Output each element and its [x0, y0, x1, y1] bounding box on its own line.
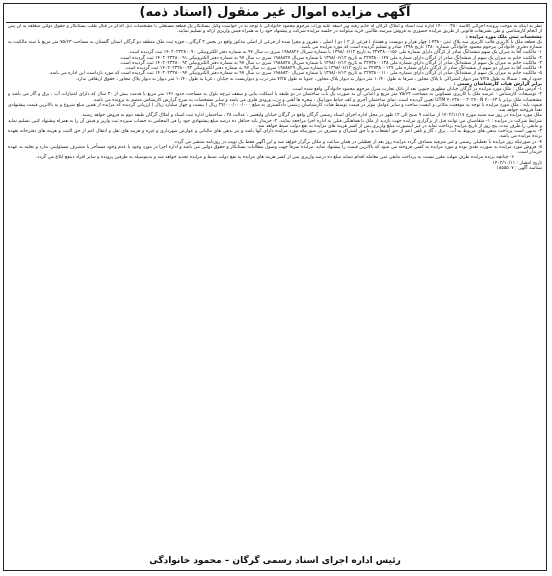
notice-paragraph: ۴- در صورتیکه روز مزایده با تعطیلی رسمی و غیر مترقبه مصادف گردد مزایده روز بعد از تعطیلی در همان ساعت و مکان برگزار خواهد شد و این آگهی فقط یک نوبت در روزنامه منتشر می گردد. — [173, 139, 542, 145]
notice-paragraph: ۲- توضیحات کارشناس : عرصه ملک با کاربری مسکونی به مساحت ۷۵/۶۳ متر مربع و اعیانی آن به صورت یک باب ساختمان در دو طبقه با اسکلت بنایی و سقف تیرچه بلوک به مساحت حدود ۱۴۶ متر مربع با قدمت بیش از ۳۰ سال که دارای امتیازات آب ، برق و گاز می باشد و مشخصات ملک برابر با UTM ۴۰۶۳۸۰ - ۳۰۲۷۰ N ۴۰۰۶۳ تعیین گردیده است. نمای ساختمان آجری و کف حیاط موزاییک ، پنجره ها آهنی و درب ورودی فلزی می باشد و سایر مشخصات به شرح گزارش کارشناس منضم به پرونده می باشد. — [8, 92, 542, 103]
notice-paragraph: ۶- چنانچه برنده مزایده ظرف مهلت مقرر نسبت به پرداخت مابقی ثمن معامله اقدام ننماید مبلغ ده درصد واریزی پس از کسر هزینه های مزایده به نفع دولت ضبط و مزایده تجدید خواهد شد و بدینوسیله به طرفین پرونده و سایر افراد ذینفع ابلاغ می گردد. — [35, 155, 515, 161]
notice-frame — [3, 3, 547, 571]
notice-paragraph: نظر به اینکه به موجب پرونده اجرائی کلاسه ۱۴۰۰۰۰۳۸۰ اداره ثبت اسناد و املاک گرگان له خانم رقیه ویر اسعد علیه وراث مرحوم محمود خانوادگی با توجه به در خواست وکیل بستانکار یک قطعه مستغلی با مشخصات ذیل الذکر در قبال طلب بستانکار و حقوق دولتی متعلقه به آن پس از انجام کارشناسی و طی تشریفات قانونی از طریق مزایده حضوری به فروش میرسد طالبین خرید میتوانند در جلسه مزایده شرکت و پیشنهاد خود را به همراه فیش واریزی ارائه و تسلیم نمایند. — [8, 24, 542, 35]
notice-body — [8, 24, 542, 554]
notice-paragraph: ۵- فروش مورد مزایده به صورت نقدی بوده و مورد مزایده به کسی فروخته می شود که بالاترین قیمت را پیشنهاد نماید. مزایده صرفاً جهت وصول مطالبات بستانکار و حقوق دولتی می باشد و اداره اجرا در مورد وجود یا عدم وجود مستأجر یا متصرف مسئولیتی ندارد و تخلیه به عهده خریدار است. — [8, 144, 542, 155]
notice-paragraph: ۱- مالکیت آقا به میزان یک سهم ششدانگ صادر از کرگان دارای شماره ملی ۲۲۷۳۸۰۰۱۵۶ به تاریخ ۱۳۹۸/۰۶/۱۲ با شماره سریال ۱۹۸۸۸۲۶ سری ب سال ۹۷ به شماره دفتر الکترونیکی ۱۴۰۲۰۲۳۲۸۰۰۹۰ ثبت گردیده است. — [128, 50, 542, 56]
notice-paragraph: شناسه آگهی : ۱۸۵۵۵۰۷ — [496, 165, 542, 171]
notice-signature: رئیس اداره اجرای اسناد رسمی گرگان – محمود خانوادگی — [149, 556, 401, 566]
notice-paragraph: ۴- مالکیت آقا به میزان دو سهم از ششدانگ صادر از کرگان دارای شماره ملی ۲۲۷۳۸۰۰۱۲۹ به تاریخ ۱۳۹۸/۰۶/۱۲ با شماره سریال ۱۹۸۸۸۲۹ سری ب سال ۹۷ به شماره دفتر الکترونیکی ۱۴۰۲۰۲۳۲۸۰۰۹۳ ثبت گردیده است. — [124, 66, 542, 71]
notice-paragraph: قیمت پایه : ملک مورد مزایده با توجه به موقعیت مکانی و کیفیت ساخت و سایر عوامل موثر در قیمت توسط هیات کارشناسان رسمی دادگستری به مبلغ ۲۴/۰۰۰/۰۰۰/۰۰۰ ریال ( بیست و چهار میلیارد ریال ) ارزیابی گردیده که مزایده از همین مبلغ شروع و به بالاترین قیمت پیشنهادی نقداً فروخته خواهد شد. — [8, 102, 542, 113]
notice-paragraph: ملک مورد مزایده در روز سه شنبه مورخ ۱۴۰۲/۱۱/۱۷ از ساعت ۹ صبح الی ۱۲ ظهر در محل اداره اجرای اسناد رسمی گرگان واقع در گرگان خیابان ولیعصر ، عدالت ۲۸ ، ساختمان اداره ثبت اسناد و املاک گرگان طبقه دوم به فروش خواهد رسید. — [81, 113, 542, 119]
notice-paragraph: حدود اربعه : شمالا به طول ۷/۲۵ متر دیوار اشتراکی با پلاک مجاور ، شرقا به طول ۱۰/۴۰ متر دیوار به دیوار پلاک مجاور ، جنوبا به طول ۷/۲۵ متر درب و دیواریست به خیابان ، غربا به طول ۱۰/۴۰ متر دیوار به دیوار پلاک مجاور ، حقوق ارتفاقی ندارد. — [75, 76, 542, 82]
notice-paragraph: ۳- بدیهی است پرداخت بدهی های مربوط به آب ، برق ، گاز و تلفن اعم از حق انشعاب و یا حق اشتراک و مصرف در صورتیکه مورد مزایده دارای آنها باشد و نیز بدهی های مالیاتی و عوارض شهرداری و غیره و هزینه های نقل و انتقال اعم از حق الثبت و هزینه های دفترخانه بعهده برنده مزایده می باشد. — [8, 129, 542, 140]
notice-paragraph: ۲- مالکیت خانم به میزان یک سهم از ششدانگ صادر از کرگان دارای شماره ملی ۲۲۷۳۸۰۰۱۴۷ به تاریخ ۱۳۹۸/۰۶/۱۲ با شماره سریال ۱۹۸۸۸۲۷ سری ب سال ۹۷ به شماره دفتر الکترونیکی ۱۴۰۲۰۲۳۲۸۰۰۹۱ ثبت گردیده است. — [119, 55, 542, 61]
notice-paragraph: مشخصات ثبتی ملک مورد مزایده : — [465, 34, 542, 40]
notice-paragraph: برابر گزارش هیات کارشناسان رسمی : — [453, 81, 542, 87]
notice-title: آگهی مزایده اموال غیر منقول (اسناد ذمه) — [6, 4, 544, 23]
notice-paragraph: تاریخ انتشار : ۱۴۰۲/۱۰/۱۱ — [492, 160, 542, 166]
notice-paragraph: ۳- مالکیت خانم به میزان یک سهم از ششدانگ صادر از کرگان دارای شماره ملی ۲۲۷۳۸۰۰۱۳۸ به تاریخ ۱۳۹۸/۰۶/۱۲ با شماره سریال ۱۹۸۸۸۲۸ سری ب سال ۹۷ به شماره دفتر الکترونیکی ۱۴۰۲۰۲۳۲۸۰۰۹۲ ثبت گردیده است. — [119, 60, 542, 66]
notice-paragraph: شرایط شرکت در مزایده : ۱- متقاضیان می توانند قبل از برگزاری مزایده جهت بازدید از ملک با هماهنگی قبلی به اداره اجرا مراجعه نمایند. ۲- خریدار باید حداقل ده درصد مبلغ پیشنهادی خود را فی المجلس به حساب سپرده ثبت واریز و فیش آن را به همراه پیشنهاد کتبی تسلیم نماید و مابقی را ظرف مدت پنج روز از تاریخ مزایده پرداخت نماید در غیر اینصورت مبلغ واریزی پس از کسر هزینه های مزایده به نفع دولت ضبط خواهد شد. — [8, 118, 542, 129]
notice-paragraph: ۱- آدرس ملک : ملک مورد مزایده در گرگان خیابان مطهری جنوبی بعد از بانک تجارت منزل مرحوم محمود خانوادگی واقع شده است. — [291, 87, 542, 92]
notice-paragraph: یک قطعه ملک با کاربری قالب کاربری سه پلاک ثبتی ۴۳۸۰ ( چهار هزار و دویست و هشتاد ) فرعی از ۲ ( دو ) اصلی ، مفروز و مجزا شده از فرعی از اصلی مذکور واقع در بخش ۲ گرگان ، حوزه ثبت ملک منطقه دو گرگان استان گلستان به مساحت ۷۵/۶۳ متر مربع با سند مالکیت به شماره دفتری خانوادگی مرحوم محمود خانوادگی شماره ۱۳۸۰ تاریخ ۱۳۹۸ صادر و تسلیم گردیده است که مورد مزایده می باشد. — [8, 39, 542, 50]
notice-paragraph: ۵- مالکیت خانم به میزان یک سهم از ششدانگ صادر از کرگان دارای شماره ملی ۲۲۷۳۸۰۰۱۱۰ به تاریخ ۱۳۹۸/۰۶/۱۲ با شماره سریال ۱۹۸۸۸۳۰ سری ب سال ۹۷ به شماره دفتر الکترونیکی ۱۴۰۲۰۲۳۲۸۰۰۹۴ ثبت گردیده است که مورد بازداشت این اداره می باشد. — [48, 71, 542, 77]
